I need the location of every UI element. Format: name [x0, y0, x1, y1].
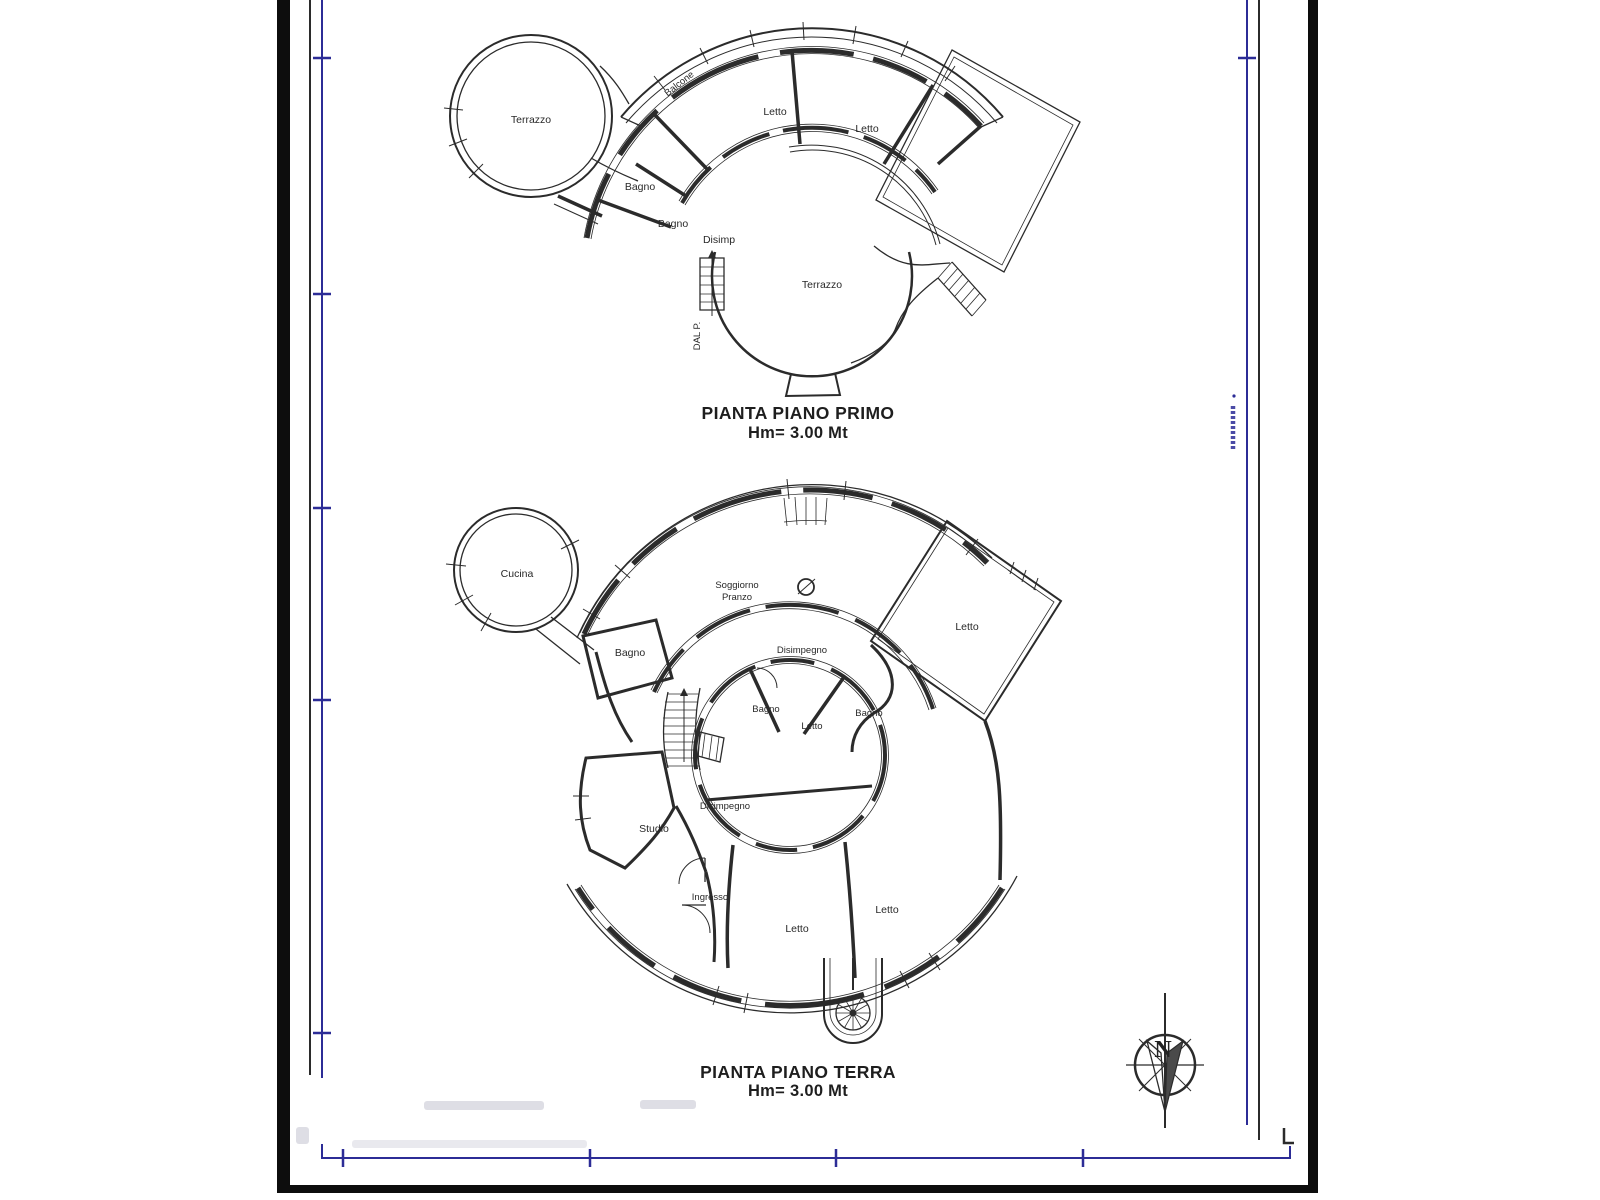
hall-band — [651, 602, 936, 854]
lower-outer-wall — [567, 876, 1017, 1013]
study-wedge — [573, 752, 706, 872]
room-label-bath-left: Bagno — [614, 647, 646, 659]
room-label-hall: Disimp — [702, 234, 736, 246]
room-label-bedroom-1: Letto — [763, 106, 787, 118]
north-compass-icon — [1126, 993, 1204, 1128]
inner-wall-arc — [679, 124, 940, 245]
room-label-bath-inner-right: Bagno — [855, 708, 883, 719]
first-floor-title: PIANTA PIANO PRIMO — [701, 403, 895, 423]
room-label-study: Studio — [639, 823, 669, 835]
room-label-terrace-center: Terrazzo — [801, 279, 843, 291]
ground-floor-height-note: Hm= 3.00 Mt — [747, 1082, 849, 1100]
room-label-bedroom-2: Letto — [855, 123, 879, 135]
room-label-bath-2: Bagno — [657, 218, 689, 230]
room-label-bedroom-bottom-right: Letto — [875, 904, 899, 916]
room-label-living-2: Pranzo — [721, 592, 753, 603]
ground-floor-title: PIANTA PIANO TERRA — [700, 1062, 896, 1082]
room-label-living-1: Soggiorno — [715, 580, 759, 591]
compass-north-label: N — [1154, 1037, 1172, 1063]
room-label-kitchen: Cucina — [500, 568, 534, 580]
first-floor-plan — [444, 22, 1080, 442]
upper-terrace-quad — [876, 50, 1080, 272]
blue-signature-marks — [1232, 394, 1235, 449]
sheet-frame — [277, 0, 1318, 1193]
frame-tick-marks — [313, 58, 1256, 1167]
stair-note-label: DAL P. — [692, 321, 703, 351]
outer-wall-arc — [584, 46, 984, 239]
terrace-stairs — [851, 246, 986, 363]
scan-smudges — [296, 1100, 696, 1148]
room-label-bedroom-right: Letto — [955, 621, 979, 633]
room-label-terrace-left: Terrazzo — [510, 114, 552, 126]
first-floor-height-note: Hm= 3.00 Mt — [747, 424, 849, 442]
terrace-left-circle — [444, 35, 638, 224]
main-stair — [663, 688, 724, 770]
room-label-bedroom-bottom: Letto — [785, 923, 809, 935]
room-label-bath-inner-left: Bagno — [752, 704, 780, 715]
room-label-balcony: Balcone — [662, 69, 697, 99]
stair-from-ground — [700, 250, 724, 316]
ground-floor-plan — [446, 479, 1061, 1100]
room-label-bath-1: Bagno — [624, 181, 656, 193]
room-label-hall-lower: Disimpegno — [699, 801, 751, 812]
kitchen-circle — [446, 508, 594, 664]
central-terrace — [712, 252, 912, 396]
room-label-hall-upper: Disimpegno — [776, 645, 828, 656]
room-label-bedroom-inner: Letto — [801, 721, 823, 732]
column-symbol — [798, 579, 815, 595]
balcony-arc — [621, 22, 1003, 127]
bath-left-wedge — [583, 620, 672, 742]
upper-stair-fan — [784, 497, 827, 526]
room-label-entry: Ingresso — [691, 892, 729, 903]
